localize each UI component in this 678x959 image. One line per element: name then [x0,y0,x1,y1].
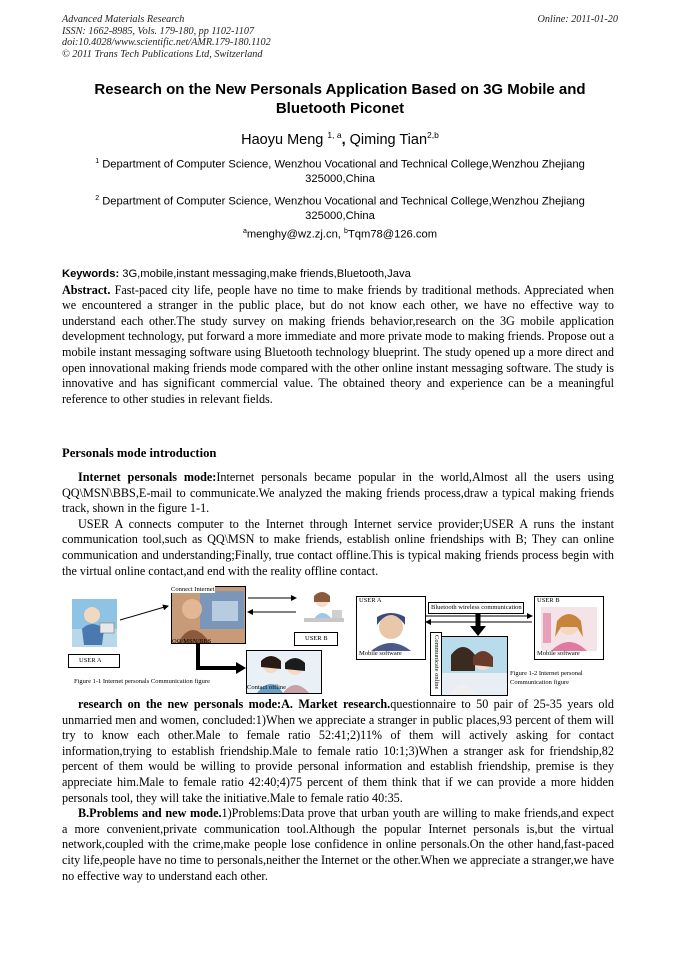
paragraph-market-research [62,697,614,806]
paragraph-lead: B.Problems and new mode. [78,806,222,821]
affiliation-2-num: 2 [95,195,100,202]
email-a[interactable]: menghy@wz.zj.cn, [246,228,341,241]
paragraph-user-a: USER A connects computer to the Internet through Internet service provider;USER A runs the instant communication tool,such as QQ\MSN to make friends, establish online friendships with B; They can online communication and understanding;Finally, true contact offline.This is typical making friends process begin with the virtual online contact,and end with the reality offline contact. [62,516,614,578]
keywords-label: Keywords: [62,268,120,280]
paragraph-problems [62,806,614,884]
connect-internet-label: Connect Internet [171,586,215,593]
figure-1-1-arrows [64,582,352,694]
section-2-body [62,697,614,884]
affiliation-1-text: Department of Computer Science, Wenzhou Vocational and Technical College,Wenzhou Zhejiang 325000,China [102,158,585,186]
affiliation-1 [62,155,618,187]
figure-1-2-caption-2: Communication figure [510,679,570,686]
mobile-software-b-label: Mobile software [537,650,580,657]
qq-msn-bbs-label: QQ/MSN/BBS [172,638,212,645]
author-1-sup: 1, a [327,130,342,140]
copyright-line: © 2011 Trans Tech Publications Ltd, Switzerland [62,48,263,60]
issn-line: ISSN: 1662-8985, Vols. 179-180, pp 1102-1107 [62,25,255,37]
section-heading: Personals mode introduction [62,446,217,460]
keywords [62,266,614,283]
online-date: Online: 2011-01-20 [537,14,618,25]
user-b-label: USER B [305,635,328,642]
abstract [62,283,614,408]
paragraph-lead: Internet personals mode: [78,470,217,484]
doi-line: doi:10.4028/www.scientific.net/AMR.179-180.1102 [62,37,271,48]
author-1-name: Haoyu Meng [241,131,324,148]
paragraph-lead: research on the new personals mode:A. Market research. [78,697,391,711]
email-b[interactable]: Tqm78@126.com [347,228,438,241]
contact-offline-label: Contact offline [247,684,287,691]
affiliation-1-num: 1 [95,158,100,165]
figure-1-1-caption: Figure 1-1 Internet personals Communication figure [74,678,210,685]
paragraph-text: questionnaire to 50 pair of 25-35 years old unmarried men and women, concluded:1)When we appreciate a stranger in public places,93 percent of them will try to know each other.Male to female ratio 52:41;2)11% of them will actively asking for contact information,trying to establish friendship.Male to female ratio 10:1;3)When a stranger ask for friendship,82 percent of them would be willing to provide personal information and establish friendship, premise is they appreciate him.Male to female ratio 42:40;4)75 percent of them think that if we can provide a more hidden personals tool, they will take the initiative.Male to female ratio 40:35. [62,697,614,805]
figure-1-1 [64,582,352,694]
author-2-sup: 2,b [427,130,439,140]
email-b-sup: b [344,228,348,235]
email-a-sup: a [242,228,247,235]
user-a-label: USER A [79,657,102,664]
fig2-user-b-label: USER B [537,597,560,604]
communicate-online-label: Communicate online [433,635,440,690]
paragraph-internet-personals [62,470,614,517]
bluetooth-label: Bluetooth wireless communication [431,604,522,611]
author-separator: , [341,131,346,148]
paper-title: Research on the New Personals Application Based on 3G Mobile and Bluetooth Piconet [94,81,586,117]
figure-1-2-arrows [354,592,616,696]
mobile-software-a-label: Mobile software [359,650,402,657]
figure-1-2-caption-1: Figure 1-2 Internet personal [510,670,583,677]
keywords-text: 3G,mobile,instant messaging,make friends,Bluetooth,Java [122,268,411,280]
abstract-label: Abstract. [62,282,111,297]
author-2-name: Qiming Tian [349,131,428,148]
email-line [62,228,618,241]
journal-name: Advanced Materials Research [62,14,185,25]
journal-header [62,14,618,60]
author-line [62,130,618,148]
section-1-body [62,470,614,579]
figure-1-2 [354,592,616,696]
affiliation-2-text: Department of Computer Science, Wenzhou Vocational and Technical College,Wenzhou Zhejiang 325000,China [102,195,585,223]
keywords-abstract [62,266,614,407]
paragraph-text: Internet personals became popular in the world,Almost all the users using QQ\MSN\BBS,E-mail to communicate.We analyzed the making friends process,draw a typical making friends track, shown in the figure 1-1. [62,470,614,516]
paragraph-text: 1)Problems:Data prove that urban youth are willing to make friends,and expect a more convenient,private communication tool.Although the popular Internet personals is,but the virtual network,coupled with the crime,make people lose confidence in online personals.On the other hand,fast-paced city life,people have no time to personals,neither the Internet or the other.When we appreciate a stranger,we have no effective way to understand each other. [62,806,614,883]
affiliation-2 [62,192,618,224]
fig2-user-a-label: USER A [359,597,382,604]
abstract-text: Fast-paced city life, people have no time to make friends by traditional methods. Appreciated when we encountered a stranger in the public place, but do not know each other, we have no effective way to understand each other.The study survey on making friends behavior,research on the 3G mobile application development technology, put forward a more immediate and more private mode to making friends. Propose out a mobile instant messaging software using Bluetooth technology blueprint. The study opened up a more direct and open innovational making friends mode compared with the other online instant messaging software. The study is innovative and has significant commercial value. The obtained theory and experience can be a meaningful reference to other studies in relevant fields. [62,282,614,406]
